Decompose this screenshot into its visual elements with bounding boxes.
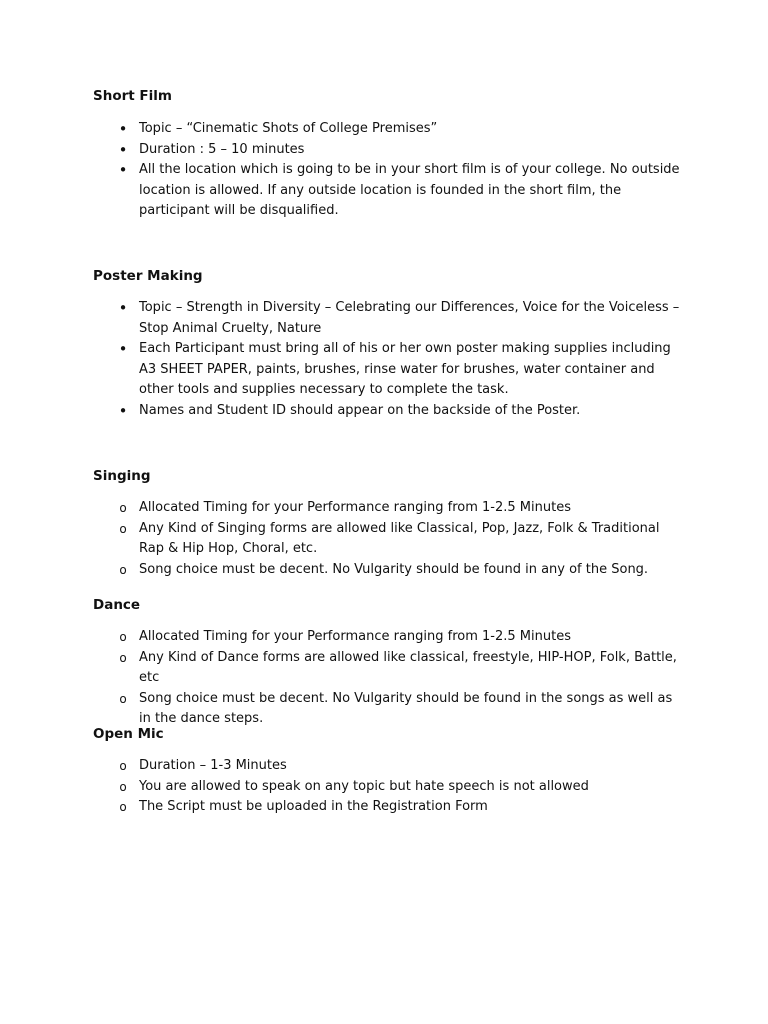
section-dance [93,595,693,730]
bullet-marker [115,298,131,321]
bullet-marker [115,140,131,163]
section-singing [93,466,693,580]
list-item: o Song choice must be decent. No Vulgarity should be found in any of the Song. [93,560,684,581]
list-item: • Topic – Strength in Diversity – Celebrating our Differences, Voice for the Voiceless – Stop Animal Cruelty, Nature [93,298,684,339]
circle-marker [115,560,131,582]
section-heading: Singing [93,468,151,484]
list-item: o Any Kind of Dance forms are allowed like classical, freestyle, HIP-HOP, Folk, Battle, etc [93,648,684,689]
section-short-film [93,86,693,222]
list-item: • Topic – “Cinematic Shots of College Premises” [93,119,684,140]
circle-marker [115,627,131,649]
circle-marker [115,689,131,711]
section-heading: Poster Making [93,268,203,284]
section-heading: Short Film [93,88,172,104]
circle-marker [115,498,131,520]
section-open-mic [93,724,693,818]
bullet-list [93,298,693,422]
circle-list [93,756,693,818]
list-item: o You are allowed to speak on any topic but hate speech is not allowed [93,777,684,798]
bullet-list [93,119,693,222]
bullet-marker [115,339,131,362]
bullet-marker [115,160,131,183]
list-item: • Names and Student ID should appear on the backside of the Poster. [93,401,684,422]
section-poster-making [93,266,693,422]
list-item: • Duration : 5 – 10 minutes [93,140,684,161]
circle-marker [115,777,131,799]
list-item: o Allocated Timing for your Performance ranging from 1-2.5 Minutes [93,498,684,519]
list-item: • All the location which is going to be in your short film is of your college. No outside location is allowed. If any outside location is founded in the short film, the participant will be disqualified. [93,160,684,222]
circle-marker [115,519,131,541]
list-item: o The Script must be uploaded in the Registration Form [93,797,684,818]
circle-marker [115,648,131,670]
bullet-marker [115,119,131,142]
list-item: o Allocated Timing for your Performance ranging from 1-2.5 Minutes [93,627,684,648]
circle-list [93,498,693,580]
list-item: o Song choice must be decent. No Vulgarity should be found in the songs as well as in the dance steps. [93,689,684,730]
list-item: o Duration – 1-3 Minutes [93,756,684,777]
bullet-marker [115,401,131,424]
section-heading: Dance [93,597,141,613]
circle-list [93,627,693,730]
circle-marker [115,797,131,819]
list-item: • Each Participant must bring all of his or her own poster making supplies including A3 SHEET PAPER, paints, brushes, rinse water for brushes, water container and other tools and supplies necessary to complete the task. [93,339,684,401]
section-heading: Open Mic [93,726,164,742]
list-item: o Any Kind of Singing forms are allowed like Classical, Pop, Jazz, Folk & Traditional Rap & Hip Hop, Choral, etc. [93,519,684,560]
circle-marker [115,756,131,778]
